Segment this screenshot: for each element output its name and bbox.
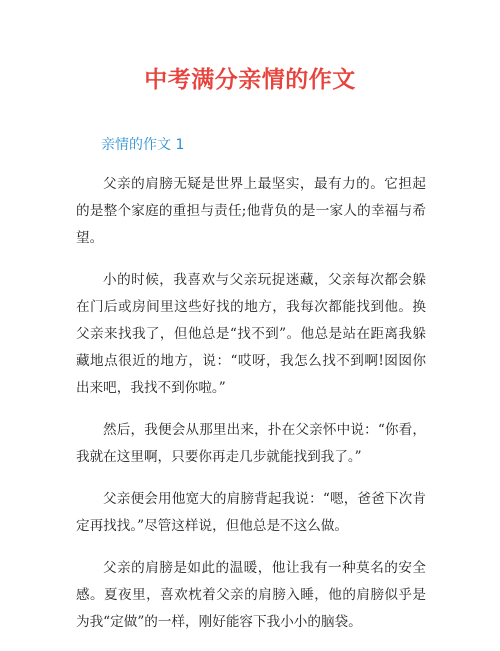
paragraph: 父亲的肩膀无疑是世界上最坚实，最有力的。它担起的是整个家庭的重担与责任;他背负的是一家人的幸福与希望。	[76, 176, 426, 246]
paragraph: 小的时候，我喜欢与父亲玩捉迷藏，父亲每次都会躲在门后或房间里这些好找的地方，我每次都能找到他。换父亲来找我了，但他总是“找不到”。他总是站在距离我躲藏地点很近的地方，说：“哎呀，我怎么找不到啊!囡囡你出来吧，我找不到你啦。”	[76, 272, 426, 396]
paragraph: 然后，我便会从那里出来，扑在父亲怀中说：“你看，我就在这里啊，只要你再走几步就能找到我了。”	[76, 422, 426, 465]
section-heading: 亲情的作文 1	[101, 137, 185, 153]
paragraph: 父亲的肩膀是如此的温暖，他让我有一种莫名的安全感。夏夜里，喜欢枕着父亲的肩膀入睡，他的肩膀似乎是为我“定做”的一样，刚好能容下我小小的脑袋。	[76, 560, 426, 630]
document-title: 中考满分亲情的作文	[144, 67, 356, 93]
document-body	[76, 171, 426, 651]
paragraph: 父亲便会用他宽大的肩膀背起我说：“嗯，爸爸下次肯定再找找。”尽管这样说，但他总是不这么做。	[76, 491, 426, 534]
